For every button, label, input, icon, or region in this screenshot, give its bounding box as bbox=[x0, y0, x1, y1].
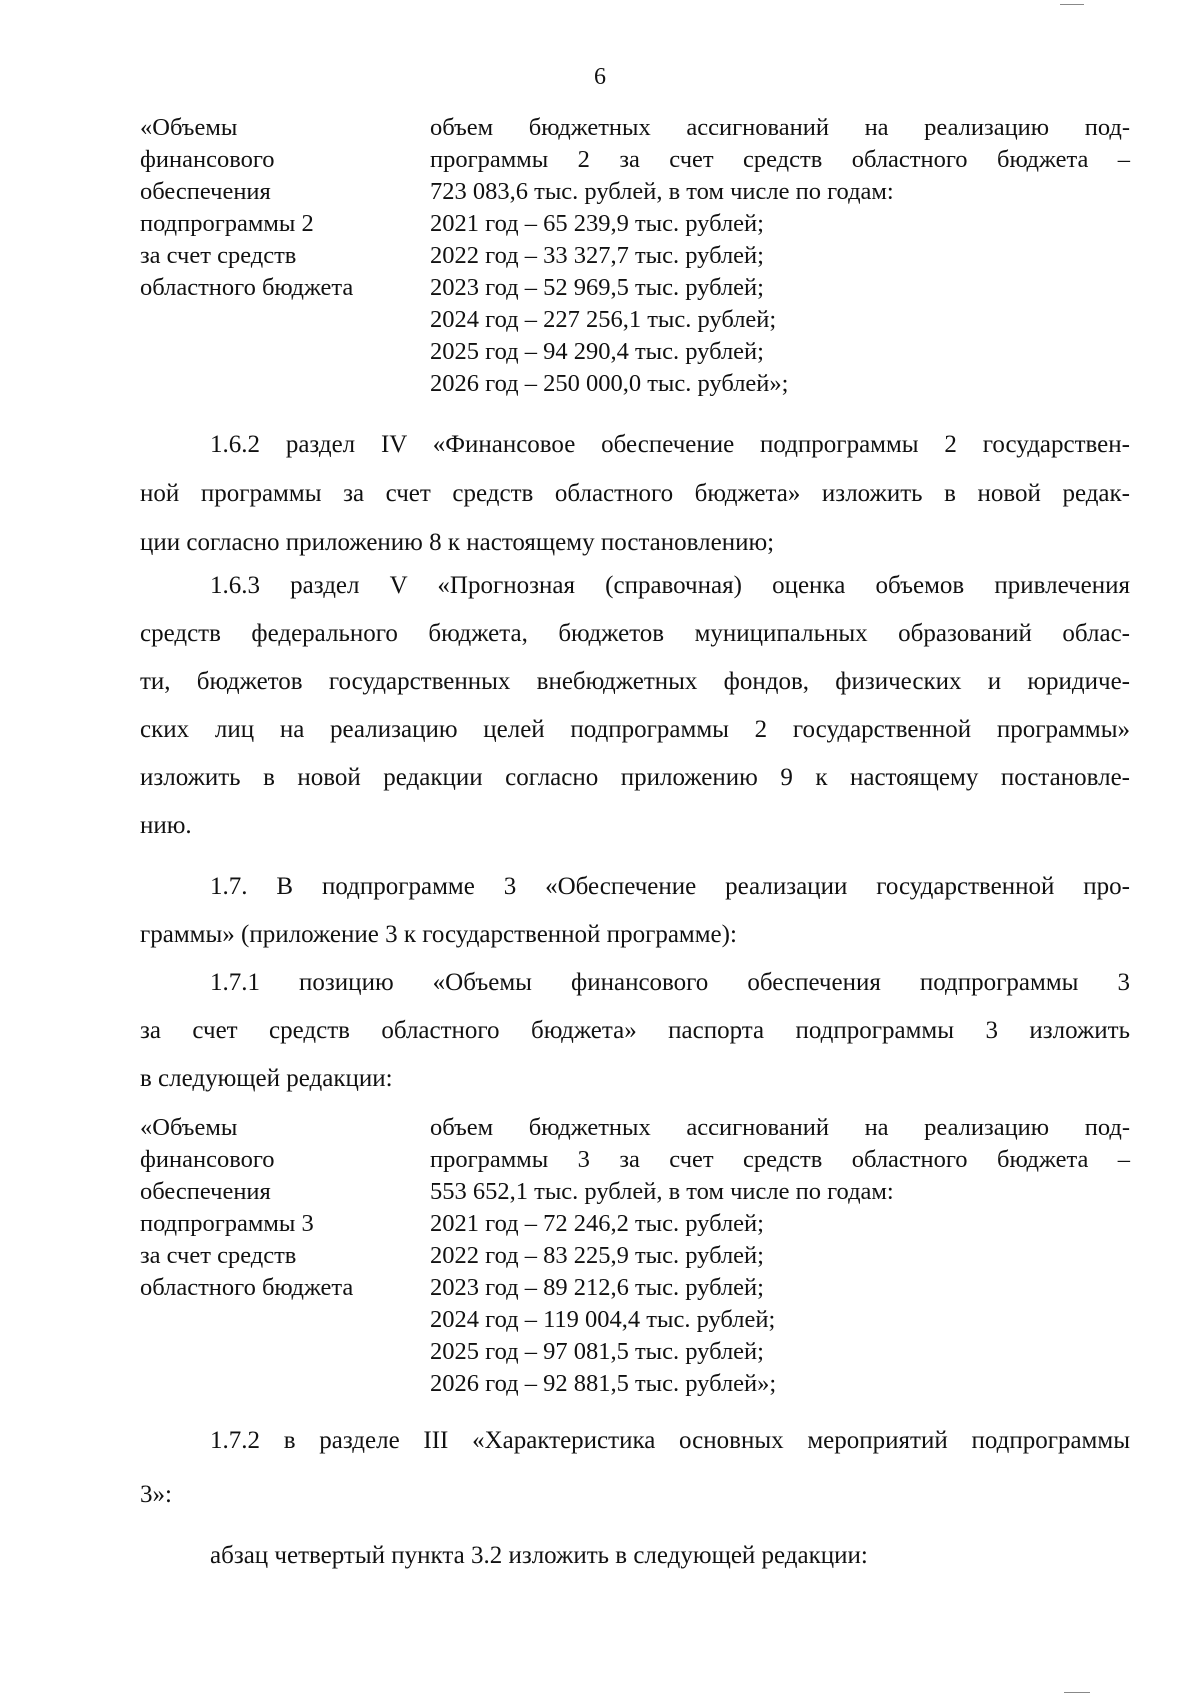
passport-year-line: 2021 год – 72 246,2 тыс. рублей; bbox=[430, 1210, 764, 1237]
paragraph-line: абзац четвертый пункта 3.2 изложить в следующей редакции: bbox=[210, 1542, 868, 1569]
paragraph-line: ти, бюджетов государственных внебюджетных фондов, физических и юридиче- bbox=[140, 668, 1130, 695]
paragraph-1-7-1 bbox=[140, 959, 1130, 1103]
passport-year-line: 2021 год – 65 239,9 тыс. рублей; bbox=[430, 210, 764, 237]
passport-year-line: 2023 год – 52 969,5 тыс. рублей; bbox=[430, 274, 764, 301]
paragraph-line: ских лиц на реализацию целей подпрограммы 2 государственной программы» bbox=[140, 716, 1130, 743]
passport-label-line: «Объемы bbox=[140, 114, 238, 141]
passport-label-line: «Объемы bbox=[140, 1114, 238, 1141]
passport-label-line: подпрограммы 2 bbox=[140, 210, 314, 237]
passport-label-column bbox=[140, 112, 420, 304]
passport-table-subprogram-2 bbox=[140, 112, 1130, 402]
passport-year-line: 2025 год – 94 290,4 тыс. рублей; bbox=[430, 338, 764, 365]
passport-value-column bbox=[430, 1112, 1130, 1400]
passport-label-line: финансового bbox=[140, 146, 275, 173]
passport-year-line: 2025 год – 97 081,5 тыс. рублей; bbox=[430, 1338, 764, 1365]
paragraph-1-7-2 bbox=[140, 1414, 1130, 1522]
passport-label-line: за счет средств bbox=[140, 242, 297, 269]
passport-value-line: объем бюджетных ассигнований на реализацию под- bbox=[430, 1114, 1130, 1141]
passport-year-line: 2026 год – 250 000,0 тыс. рублей»; bbox=[430, 370, 789, 397]
passport-label-line: областного бюджета bbox=[140, 1274, 354, 1301]
paragraph-abzac-3-2 bbox=[140, 1532, 1130, 1580]
passport-value-line: программы 3 за счет средств областного бюджета – bbox=[430, 1146, 1130, 1173]
passport-label-line: областного бюджета bbox=[140, 274, 354, 301]
paragraph-line: нию. bbox=[140, 812, 192, 839]
paragraph-line: 3»: bbox=[140, 1481, 172, 1508]
paragraph-line: граммы» (приложение 3 к государственной программе): bbox=[140, 921, 737, 948]
passport-year-line: 2022 год – 83 225,9 тыс. рублей; bbox=[430, 1242, 764, 1269]
paragraph-line: 1.6.3 раздел V «Прогнозная (справочная) оценка объемов привлечения bbox=[210, 572, 1130, 599]
paragraph-1-6-3 bbox=[140, 562, 1130, 850]
passport-label-column bbox=[140, 1112, 420, 1304]
passport-table-subprogram-3 bbox=[140, 1112, 1130, 1402]
paragraph-line: ной программы за счет средств областного бюджета» изложить в новой редак- bbox=[140, 480, 1130, 507]
passport-label-line: обеспечения bbox=[140, 178, 271, 205]
paragraph-line: ции согласно приложению 8 к настоящему постановлению; bbox=[140, 529, 775, 556]
passport-year-line: 2024 год – 119 004,4 тыс. рублей; bbox=[430, 1306, 776, 1333]
passport-label-line: финансового bbox=[140, 1146, 275, 1173]
passport-value-line: 723 083,6 тыс. рублей, в том числе по годам: bbox=[430, 178, 894, 205]
passport-value-column bbox=[430, 112, 1130, 400]
paragraph-line: 1.7. В подпрограмме 3 «Обеспечение реализации государственной про- bbox=[210, 873, 1130, 900]
paragraph-line: за счет средств областного бюджета» паспорта подпрограммы 3 изложить bbox=[140, 1017, 1130, 1044]
passport-value-line: объем бюджетных ассигнований на реализацию под- bbox=[430, 114, 1130, 141]
paragraph-1-6-2 bbox=[140, 420, 1130, 567]
passport-value-line: программы 2 за счет средств областного бюджета – bbox=[430, 146, 1130, 173]
passport-year-line: 2026 год – 92 881,5 тыс. рублей»; bbox=[430, 1370, 777, 1397]
page-number: 6 bbox=[594, 64, 606, 90]
passport-year-line: 2024 год – 227 256,1 тыс. рублей; bbox=[430, 306, 777, 333]
paragraph-1-7 bbox=[140, 863, 1130, 959]
paragraph-line: 1.7.1 позицию «Объемы финансового обеспечения подпрограммы 3 bbox=[210, 969, 1130, 996]
passport-year-line: 2022 год – 33 327,7 тыс. рублей; bbox=[430, 242, 764, 269]
paragraph-line: в следующей редакции: bbox=[140, 1065, 393, 1092]
scan-mark-top-right bbox=[1060, 4, 1084, 5]
scan-mark-bottom-right bbox=[1064, 1692, 1090, 1693]
paragraph-line: средств федерального бюджета, бюджетов муниципальных образований облас- bbox=[140, 620, 1130, 647]
passport-label-line: обеспечения bbox=[140, 1178, 271, 1205]
paragraph-line: 1.6.2 раздел IV «Финансовое обеспечение подпрограммы 2 государствен- bbox=[210, 431, 1130, 458]
passport-label-line: за счет средств bbox=[140, 1242, 297, 1269]
paragraph-line: 1.7.2 в разделе III «Характеристика основных мероприятий подпрограммы bbox=[210, 1427, 1130, 1454]
passport-value-line: 553 652,1 тыс. рублей, в том числе по годам: bbox=[430, 1178, 894, 1205]
passport-year-line: 2023 год – 89 212,6 тыс. рублей; bbox=[430, 1274, 764, 1301]
paragraph-line: изложить в новой редакции согласно приложению 9 к настоящему постановле- bbox=[140, 764, 1130, 791]
passport-label-line: подпрограммы 3 bbox=[140, 1210, 314, 1237]
